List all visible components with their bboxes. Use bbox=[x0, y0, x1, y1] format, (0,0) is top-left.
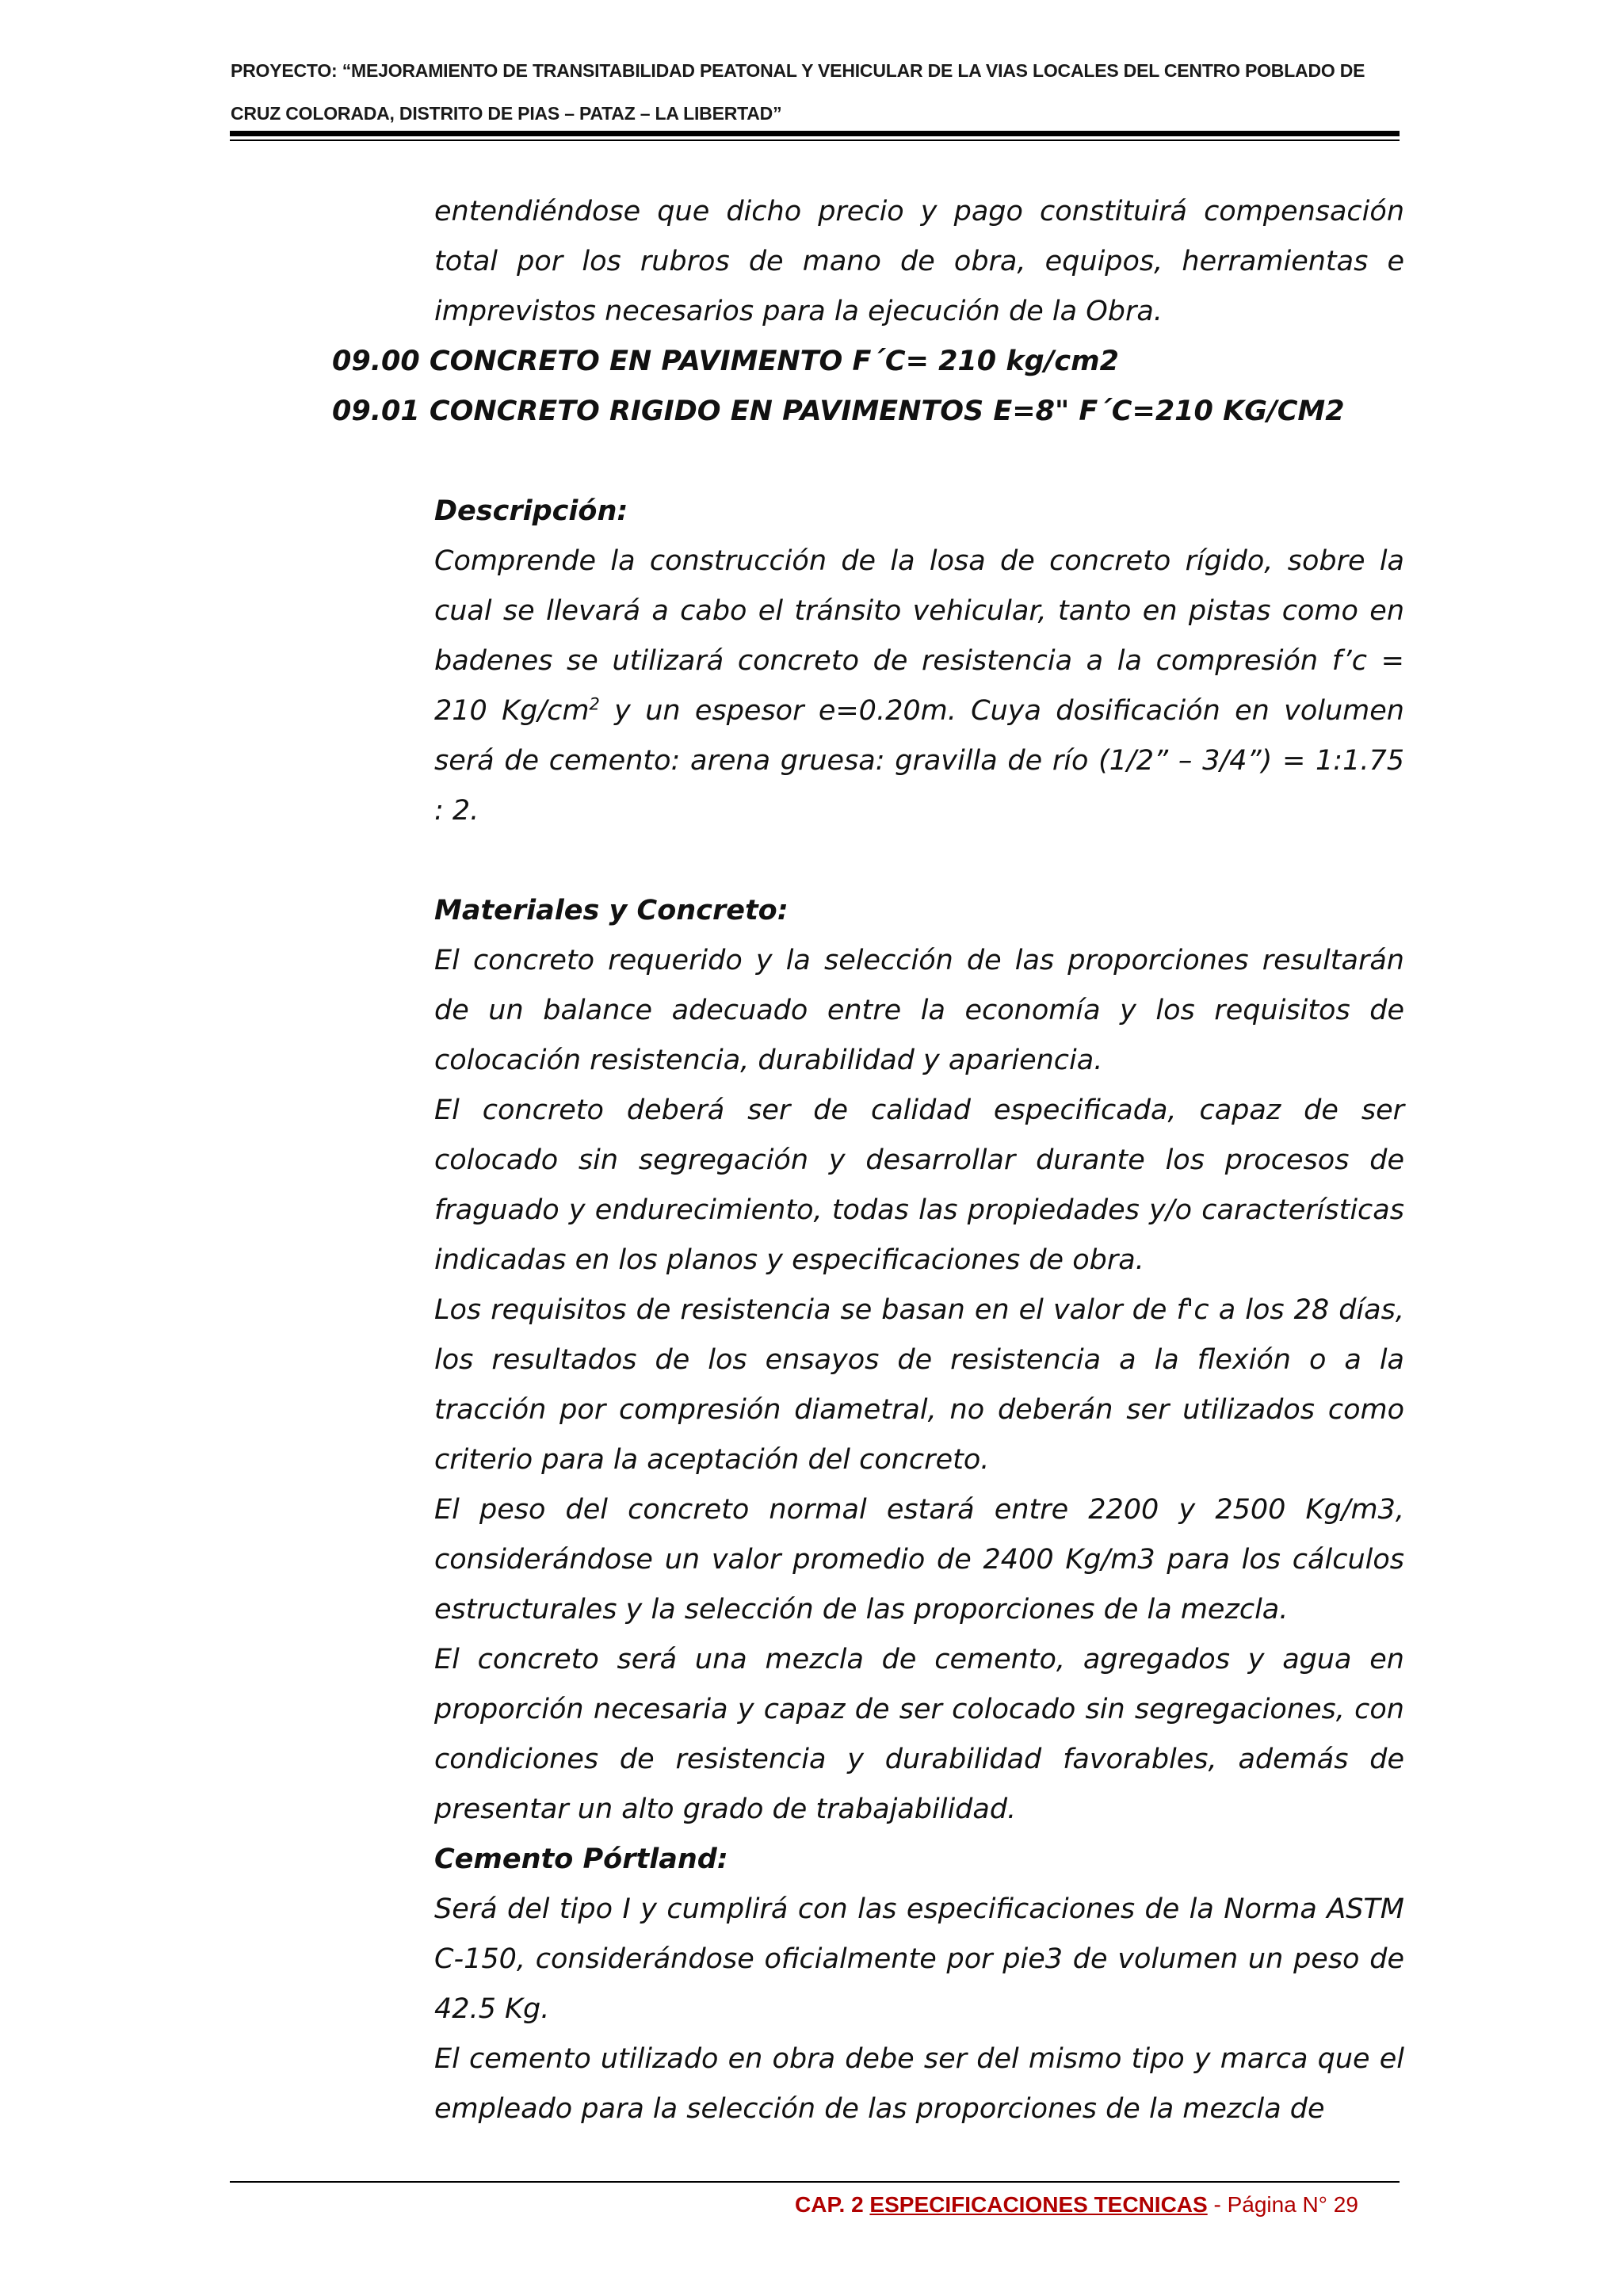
document-header bbox=[231, 49, 1396, 135]
section-heading-0900: 09.00 CONCRETO EN PAVIMENTO F´C= 210 kg/cm2 bbox=[332, 346, 1120, 377]
header-project-line-1: PROYECTO: “MEJORAMIENTO DE TRANSITABILIDAD PEATONAL Y VEHICULAR DE LA VIAS LOCALES DEL CENTRO POBLADO DE bbox=[231, 60, 1365, 81]
materiales-paragraph-3: Los requisitos de resistencia se basan en el valor de f'c a los 28 días, los resultados de los ensayos de resistencia a la flexión o a la tracción por compresión diametral, no deberán ser utilizados como criterio para la aceptación del concreto. bbox=[434, 1294, 1404, 1476]
footer-chapter: CAP. 2 bbox=[795, 2192, 864, 2217]
cemento-paragraph-2: El cemento utilizado en obra debe ser del mismo tipo y marca que el empleado para la selección de las proporciones de la mezcla de bbox=[434, 2043, 1404, 2125]
descripcion-text-b: y un espesor e=0.20m. Cuya dosificación en volumen será de cemento: arena gruesa: gravilla de río (1/2” – 3/4”) = 1:1.75 : 2. bbox=[434, 695, 1404, 827]
cemento-title: Cemento Pórtland: bbox=[434, 1843, 728, 1875]
materiales-paragraph-2: El concreto deberá ser de calidad especificada, capaz de ser colocado sin segregación y desarrollar durante los procesos de fraguado y endurecimiento, todas las propiedades y/o características indicadas en los planos y especificaciones de obra. bbox=[434, 1095, 1404, 1276]
page-footer bbox=[795, 2189, 1358, 2221]
document-body bbox=[0, 187, 1623, 2134]
descripcion-superscript: 2 bbox=[589, 694, 600, 714]
section-heading-0901: 09.01 CONCRETO RIGIDO EN PAVIMENTOS E=8" F´C=210 KG/CM2 bbox=[332, 395, 1345, 427]
descripcion-text-a: Comprende la construcción de la losa de concreto rígido, sobre la cual se llevará a cabo el tránsito vehicular, tanto en pistas como en badenes se utilizará concreto de resistencia a la compresión f’c = 210 Kg/cm bbox=[434, 545, 1404, 727]
descripcion-paragraph bbox=[434, 537, 1404, 836]
header-rule-thin bbox=[230, 139, 1400, 141]
cemento-paragraph-1: Será del tipo I y cumplirá con las especificaciones de la Norma ASTM C-150, considerándose oficialmente por pie3 de volumen un peso de 42.5 Kg. bbox=[434, 1893, 1404, 2025]
descripcion-title: Descripción: bbox=[434, 495, 628, 527]
footer-title: ESPECIFICACIONES TECNICAS bbox=[869, 2192, 1208, 2217]
materiales-paragraph-1: El concreto requerido y la selección de las proporciones resultarán de un balance adecuado entre la economía y los requisitos de colocación resistencia, durabilidad y apariencia. bbox=[434, 945, 1404, 1076]
footer-page-number: Página N° 29 bbox=[1227, 2192, 1358, 2217]
materiales-title: Materiales y Concreto: bbox=[434, 895, 789, 926]
header-rule-thick bbox=[230, 131, 1400, 136]
materiales-paragraph-4: El peso del concreto normal estará entre 2200 y 2500 Kg/m3, considerándose un valor promedio de 2400 Kg/m3 para los cálculos estructurales y la selección de las proporciones de la mezcla. bbox=[434, 1494, 1404, 1626]
intro-paragraph: entendiéndose que dicho precio y pago constituirá compensación total por los rubros de mano de obra, equipos, herramientas e imprevistos necesarios para la ejecución de la Obra. bbox=[434, 196, 1404, 327]
header-project-line-2: CRUZ COLORADA, DISTRITO DE PIAS – PATAZ – LA LIBERTAD” bbox=[231, 103, 782, 124]
spacer bbox=[0, 836, 1623, 886]
spacer bbox=[0, 437, 1623, 487]
materiales-paragraph-5: El concreto será una mezcla de cemento, agregados y agua en proporción necesaria y capaz de ser colocado sin segregaciones, con condiciones de resistencia y durabilidad favorables, además de presentar un alto grado de trabajabilidad. bbox=[434, 1644, 1404, 1825]
footer-rule bbox=[230, 2181, 1400, 2183]
footer-separator: - bbox=[1207, 2192, 1228, 2217]
